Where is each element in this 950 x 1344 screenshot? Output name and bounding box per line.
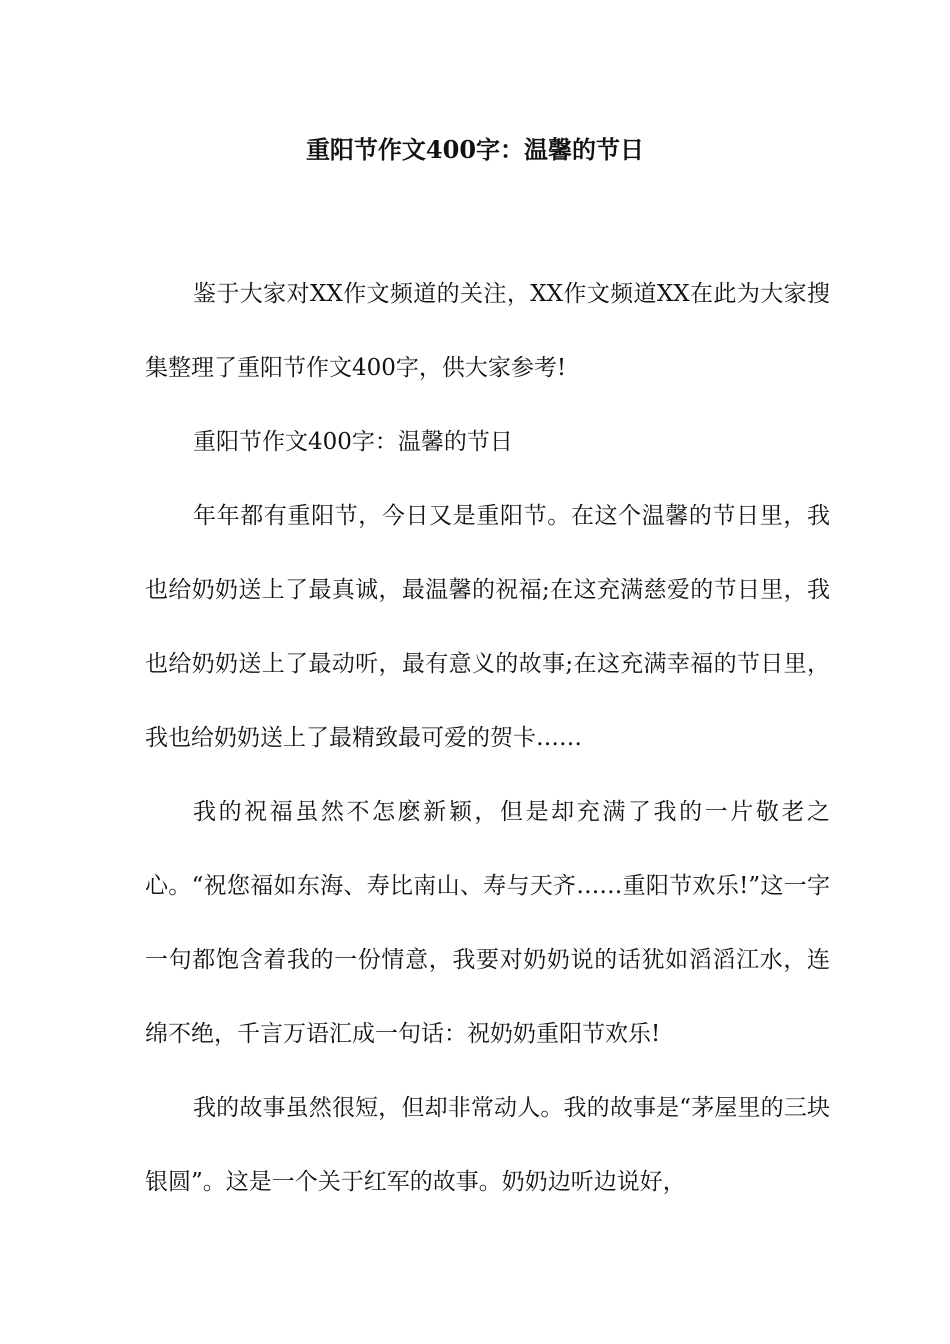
paragraph-story: 我的故事虽然很短，但却非常动人。我的故事是“茅屋里的三块银圆”。这是一个关于红军的故事。奶奶边听边说好，	[145, 1095, 830, 1195]
paragraph-festival: 年年都有重阳节，今日又是重阳节。在这个温馨的节日里，我也给奶奶送上了最真诚，最温馨的祝福;在这充满慈爱的节日里，我也给奶奶送上了最动听，最有意义的故事;在这充满幸福的节日里，我也给奶奶送上了最精致最可爱的贺卡……	[145, 503, 830, 751]
paragraph-blessing: 我的祝福虽然不怎麽新颖，但是却充满了我的一片敬老之心。“祝您福如东海、寿比南山、寿与天齐……重阳节欢乐!”这一字一句都饱含着我的一份情意，我要对奶奶说的话犹如滔滔江水，连绵不绝，千言万语汇成一句话：祝奶奶重阳节欢乐!	[145, 799, 830, 1047]
document-title: 重阳节作文400字：温馨的节日	[305, 135, 645, 164]
document-body	[145, 257, 830, 1219]
paragraph-intro: 鉴于大家对XX作文频道的关注，XX作文频道XX在此为大家搜集整理了重阳节作文400字，供大家参考!	[145, 281, 830, 381]
paragraph-subtitle: 重阳节作文400字：温馨的节日	[193, 429, 513, 455]
